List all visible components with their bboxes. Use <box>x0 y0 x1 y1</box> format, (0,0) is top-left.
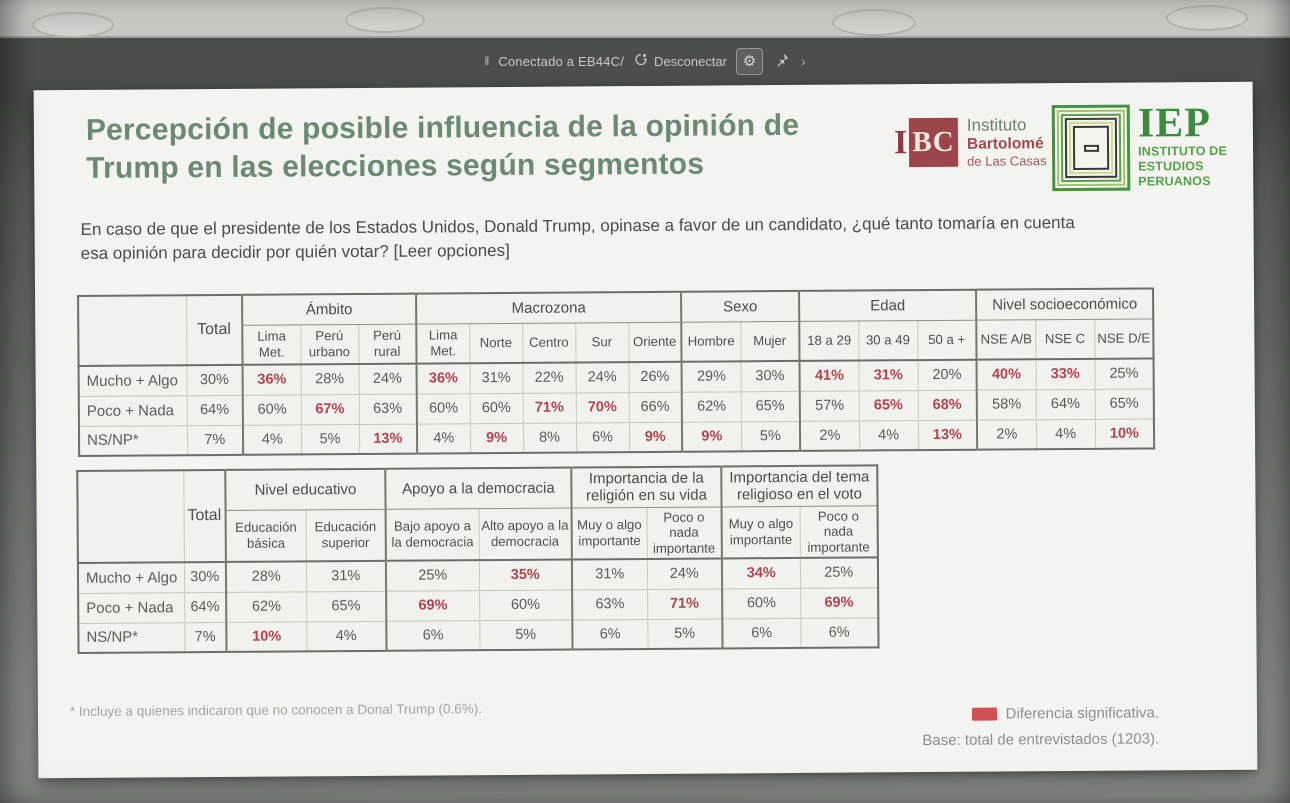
row-label: NS/NP* <box>79 425 187 456</box>
data-cell: 60% <box>479 590 572 621</box>
data-cell: 62% <box>226 592 306 623</box>
data-cell: 31% <box>859 360 918 390</box>
data-cell: 35% <box>479 560 572 591</box>
iep-name-line: PERUANOS <box>1138 174 1211 189</box>
data-cell: 63% <box>359 394 417 424</box>
data-cell: 31% <box>572 559 647 590</box>
subgroup-header: Muy o algo importante <box>722 506 800 559</box>
settings-button[interactable] <box>736 48 763 75</box>
subgroup-header: Perú urbano <box>300 324 358 364</box>
subgroup-header: Oriente <box>628 322 681 362</box>
divider-glyph: ‖ <box>484 54 490 68</box>
data-cell: 6% <box>576 422 629 452</box>
data-cell: 6% <box>572 619 647 650</box>
data-cell: 7% <box>187 425 243 455</box>
data-cell: 29% <box>682 361 741 391</box>
disconnect-button[interactable] <box>633 52 727 70</box>
row-label: Poco + Nada <box>79 395 187 426</box>
group-header: Importancia del tema religioso en el voto <box>721 465 877 506</box>
data-cell: 60% <box>243 394 301 424</box>
data-cell: 20% <box>918 360 977 390</box>
data-cell: 30% <box>187 365 243 395</box>
group-header: Importancia de la religión en su vida <box>571 466 721 507</box>
row-label: Mucho + Algo <box>79 365 187 396</box>
data-cell: 5% <box>647 619 722 650</box>
iep-logo <box>1052 100 1228 191</box>
data-cell: 41% <box>800 361 859 391</box>
ceiling-light <box>32 12 114 38</box>
pin-button[interactable] <box>772 50 792 72</box>
legend-swatch <box>972 708 997 721</box>
subgroup-header: Muy o algo importante <box>572 507 647 560</box>
iep-name-line: INSTITUTO DE <box>1138 143 1228 159</box>
legend-label: Diferencia significativa. <box>1005 704 1160 723</box>
data-cell: 31% <box>470 363 523 393</box>
data-cell: 4% <box>859 420 918 450</box>
data-cell: 8% <box>523 422 576 452</box>
subgroup-header: Hombre <box>681 321 740 361</box>
data-cell: 13% <box>359 424 417 454</box>
data-cell: 4% <box>306 621 386 652</box>
data-cell: 60% <box>417 393 470 423</box>
data-cell: 63% <box>572 589 647 620</box>
group-header: Nivel socioeconómico <box>976 288 1153 319</box>
row-label: Mucho + Algo <box>78 562 184 593</box>
group-header: Sexo <box>681 291 799 322</box>
data-cell: 65% <box>859 390 918 420</box>
subgroup-header: Poco o nada importante <box>647 506 722 559</box>
disconnect-label: Desconectar <box>654 53 728 69</box>
subgroup-header: Sur <box>575 322 628 362</box>
subgroup-header: Norte <box>469 323 522 363</box>
data-cell: 30% <box>184 562 226 592</box>
total-column-header: Total <box>186 295 242 365</box>
data-cell: 25% <box>1095 358 1154 388</box>
data-cell: 22% <box>523 362 576 392</box>
connection-bar <box>0 44 1290 78</box>
data-cell: 28% <box>226 562 306 593</box>
group-header: Edad <box>799 290 976 321</box>
data-cell: 6% <box>800 618 878 649</box>
data-cell: 65% <box>306 591 386 622</box>
ibc-logo-mark <box>894 117 958 169</box>
subgroup-header: Bajo apoyo a la democracia <box>386 508 479 561</box>
ibc-name-line: Bartolomé <box>966 135 1044 153</box>
gear-icon: ⚙ <box>742 53 757 70</box>
data-cell: 5% <box>301 424 359 454</box>
subgroup-header: Educación superior <box>306 509 386 562</box>
footnote: * Incluye a quienes indicaron que no conocen a Donal Trump (0.6%). <box>69 701 483 720</box>
question-line-1: En caso de que el presidente de los Estados Unidos, Donald Trump, opinase a favor de un candidato, ¿qué tanto tomaría en cuenta <box>80 212 1075 239</box>
iep-logo-text <box>1137 100 1228 191</box>
data-cell: 4% <box>417 423 470 453</box>
page-title <box>86 107 800 189</box>
data-cell: 64% <box>184 592 226 622</box>
table-corner-cell <box>77 470 184 563</box>
ceiling-light <box>832 9 916 36</box>
data-cell: 65% <box>741 391 800 421</box>
data-cell: 64% <box>1036 389 1095 419</box>
data-cell: 9% <box>470 423 523 453</box>
subgroup-header: NSE D/E <box>1094 318 1153 358</box>
significance-legend <box>972 704 1160 722</box>
expand-chevron[interactable]: › <box>801 53 806 69</box>
subgroup-header: Perú rural <box>358 324 416 364</box>
slide <box>34 82 1258 778</box>
subgroup-header: 30 a 49 <box>858 320 917 360</box>
survey-question <box>81 211 1076 266</box>
group-header: Nivel educativo <box>225 469 385 510</box>
title-line-2: Trump en las elecciones según segmentos <box>86 147 705 186</box>
data-cell: 57% <box>800 391 859 421</box>
ibc-letters: BC <box>912 125 955 158</box>
ibc-logo <box>894 115 1047 170</box>
subgroup-header: Centro <box>522 322 575 362</box>
data-cell: 31% <box>306 561 386 592</box>
data-cell: 62% <box>682 391 741 421</box>
data-cell: 24% <box>647 559 722 590</box>
iep-textile-icon <box>1052 105 1131 192</box>
subgroup-header: Educación básica <box>226 509 306 562</box>
row-label: Poco + Nada <box>78 592 184 623</box>
data-cell: 69% <box>800 588 878 619</box>
data-cell: 34% <box>722 558 800 589</box>
data-cell: 71% <box>647 589 722 620</box>
data-cell: 6% <box>386 620 479 651</box>
data-cell: 70% <box>576 392 629 422</box>
subgroup-header: NSE C <box>1035 319 1094 359</box>
base-note: Base: total de entrevistados (1203). <box>922 730 1160 750</box>
group-header: Apoyo a la democracia <box>385 468 571 509</box>
data-cell: 10% <box>226 622 306 653</box>
ceiling <box>0 0 1290 38</box>
data-cell: 2% <box>800 421 859 451</box>
data-cell: 4% <box>1036 419 1095 449</box>
data-cell: 13% <box>918 420 977 450</box>
subgroup-header: Lima Met. <box>416 323 469 363</box>
data-cell: 5% <box>741 421 800 451</box>
data-cell: 6% <box>722 618 800 649</box>
row-label: NS/NP* <box>78 622 184 653</box>
ibc-square <box>909 118 958 167</box>
data-cell: 25% <box>800 558 878 589</box>
ibc-name-line: de Las Casas <box>967 153 1047 170</box>
pin-icon <box>774 52 790 71</box>
data-cell: 25% <box>386 560 479 591</box>
title-line-1: Percepción de posible influencia de la opinión de <box>85 108 800 147</box>
data-cell: 24% <box>359 364 417 394</box>
data-cell: 5% <box>479 620 572 651</box>
table-row <box>79 418 1154 456</box>
total-column-header: Total <box>183 470 226 563</box>
ceiling-light <box>345 7 425 33</box>
ibc-name-line: Instituto <box>966 115 1027 135</box>
data-cell: 36% <box>417 363 470 393</box>
data-cell: 10% <box>1095 418 1154 448</box>
group-header: Ámbito <box>242 294 416 325</box>
iep-acronym: IEP <box>1137 100 1212 147</box>
data-cell: 66% <box>629 392 682 422</box>
data-cell: 67% <box>301 394 359 424</box>
group-header: Macrozona <box>416 292 681 324</box>
data-cell: 68% <box>918 390 977 420</box>
data-cell: 24% <box>576 362 629 392</box>
subgroup-header: 18 a 29 <box>799 321 858 361</box>
data-cell: 9% <box>629 422 682 452</box>
subgroup-header: Alto apoyo a la democracia <box>479 508 572 561</box>
data-cell: 33% <box>1036 359 1095 389</box>
data-cell: 58% <box>977 389 1036 419</box>
data-cell: 71% <box>523 392 576 422</box>
iep-name-line: ESTUDIOS <box>1138 159 1204 174</box>
table-row <box>78 618 878 654</box>
data-cell: 2% <box>977 419 1036 449</box>
data-cell: 28% <box>301 364 359 394</box>
data-cell: 40% <box>977 359 1036 389</box>
data-cell: 26% <box>629 362 682 392</box>
data-cell: 9% <box>682 421 741 451</box>
subgroup-header: 50 a + <box>917 320 976 360</box>
data-cell: 36% <box>243 364 301 394</box>
disconnect-icon <box>633 52 649 70</box>
subgroup-header: Mujer <box>740 321 799 361</box>
ibc-logo-text <box>967 115 1047 169</box>
table-corner-cell <box>78 295 186 366</box>
ceiling-light <box>1166 5 1248 31</box>
data-cell: 7% <box>184 622 226 652</box>
data-cell: 69% <box>386 590 479 621</box>
data-cell: 30% <box>741 361 800 391</box>
data-cell: 60% <box>470 393 523 423</box>
question-line-2: esa opinión para decidir por quién votar? [Leer opciones] <box>80 240 510 263</box>
segments-table-demographics <box>77 287 1155 457</box>
data-cell: 65% <box>1095 388 1154 418</box>
data-cell: 64% <box>187 395 243 425</box>
connection-status-text: Conectado a EB44C/ <box>498 53 625 69</box>
data-cell: 60% <box>722 588 800 619</box>
data-cell: 4% <box>243 424 301 454</box>
segments-table-attitudes <box>76 464 879 654</box>
ibc-initial: I <box>893 123 908 162</box>
subgroup-header: Poco o nada importante <box>800 505 878 558</box>
subgroup-header: NSE A/B <box>976 319 1035 359</box>
subgroup-header: Lima Met. <box>242 324 300 364</box>
